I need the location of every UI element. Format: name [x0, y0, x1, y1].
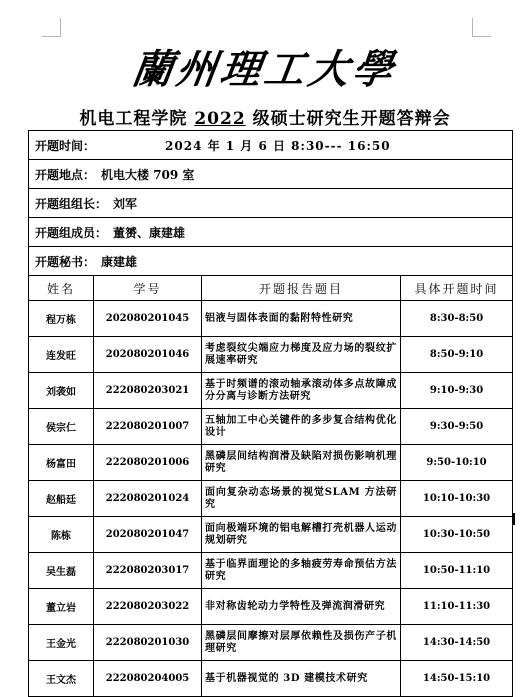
report-topic: 黑磷层间摩擦对层厚依赖性及损伤产子机理研究: [202, 625, 401, 661]
student-name: 吴生磊: [29, 553, 94, 589]
report-topic: 铝液与固体表面的黏附特性研究: [202, 301, 401, 337]
student-id: 202080201045: [94, 301, 202, 337]
column-header-name: 姓名: [29, 276, 94, 301]
info-secretary-row: [29, 247, 513, 276]
report-topic: 基于时频谱的滚动轴承滚动体多点故障成分分离与诊断方法研究: [202, 373, 401, 409]
leader-value: 刘军: [113, 196, 138, 211]
defense-time: 9:30-9:50: [401, 409, 513, 445]
student-id: 222080204005: [94, 661, 202, 697]
defense-time: 9:50-10:10: [401, 445, 513, 481]
student-id: 202080201046: [94, 337, 202, 373]
info-place-row: [29, 160, 513, 189]
table-row: [29, 409, 513, 445]
student-id: 202080201047: [94, 517, 202, 553]
time-label: 开题时间：: [35, 138, 96, 153]
student-name: 刘袭如: [29, 373, 94, 409]
defense-time: 10:30-10:50: [401, 517, 513, 553]
student-name: 程万栋: [29, 301, 94, 337]
student-name: 赵船廷: [29, 481, 94, 517]
table-row: [29, 337, 513, 373]
table-row: [29, 373, 513, 409]
student-id: 222080201024: [94, 481, 202, 517]
crop-mark-top-right: [472, 18, 491, 37]
defense-time: 14:50-15:10: [401, 661, 513, 697]
student-id: 222080201007: [94, 409, 202, 445]
student-id: 222080201006: [94, 445, 202, 481]
defense-time: 8:50-9:10: [401, 337, 513, 373]
student-id: 222080203022: [94, 589, 202, 625]
student-id: 222080201030: [94, 625, 202, 661]
table-row: [29, 625, 513, 661]
report-topic: 五轴加工中心关键件的多步复合结构优化设计: [202, 409, 401, 445]
report-topic: 黑磷层间结构润滑及缺陷对损伤影响机理研究: [202, 445, 401, 481]
student-name: 王文杰: [29, 661, 94, 697]
text-cursor: [513, 513, 515, 525]
defense-time: 9:10-9:30: [401, 373, 513, 409]
leader-label: 开题组组长：: [35, 196, 108, 211]
report-topic: 面向极端环境的铝电解槽打壳机器人运动规划研究: [202, 517, 401, 553]
student-name: 陈栋: [29, 517, 94, 553]
student-name: 王金光: [29, 625, 94, 661]
defense-time: 10:10-10:30: [401, 481, 513, 517]
student-id: 222080203017: [94, 553, 202, 589]
info-members-row: [29, 218, 513, 247]
defense-time: 10:50-11:10: [401, 553, 513, 589]
student-name: 杨富田: [29, 445, 94, 481]
defense-time: 14:30-14:50: [401, 625, 513, 661]
members-label: 开题组成员：: [35, 225, 108, 240]
place-label: 开题地点：: [35, 167, 96, 182]
defense-time: 11:10-11:30: [401, 589, 513, 625]
defense-time: 8:30-8:50: [401, 301, 513, 337]
table-row: [29, 481, 513, 517]
student-name: 侯宗仁: [29, 409, 94, 445]
members-value: 董赟、康建雄: [113, 225, 186, 240]
title-prefix: 机电工程学院: [79, 109, 195, 129]
report-topic: 非对称齿轮动力学特性及弹流润滑研究: [202, 589, 401, 625]
table-row: [29, 445, 513, 481]
student-id: 222080203021: [94, 373, 202, 409]
place-value: 机电大楼 709 室: [101, 167, 195, 182]
info-leader-row: [29, 189, 513, 218]
table-header-row: [29, 276, 513, 301]
column-header-topic: 开题报告题目: [202, 276, 401, 301]
info-time-row: [29, 131, 513, 160]
secretary-label: 开题秘书：: [35, 254, 96, 269]
report-topic: 考虑裂纹尖端应力梯度及应力场的裂纹扩展速率研究: [202, 337, 401, 373]
university-logo: 蘭州理工大學: [129, 46, 400, 93]
column-header-time: 具体开题时间: [401, 276, 513, 301]
report-topic: 基于机器视觉的 3D 建模技术研究: [202, 661, 401, 697]
schedule-table: [28, 130, 513, 697]
page-title: [0, 104, 530, 129]
report-topic: 面向复杂动态场景的视觉SLAM 方法研究: [202, 481, 401, 517]
title-year: 2022: [194, 109, 246, 129]
report-topic: 基于临界面理论的多轴疲劳寿命预估方法研究: [202, 553, 401, 589]
table-row: [29, 589, 513, 625]
time-value: 2024 年 1 月 6 日 8:30--- 16:50: [165, 138, 391, 153]
table-row: [29, 301, 513, 337]
column-header-id: 学号: [94, 276, 202, 301]
student-name: 连发旺: [29, 337, 94, 373]
table-row: [29, 553, 513, 589]
title-suffix: 级硕士研究生开题答辩会: [245, 109, 451, 129]
table-row: [29, 517, 513, 553]
table-row: [29, 661, 513, 697]
secretary-value: 康建雄: [101, 254, 138, 269]
student-name: 董立岩: [29, 589, 94, 625]
crop-mark-top-left: [42, 18, 61, 37]
